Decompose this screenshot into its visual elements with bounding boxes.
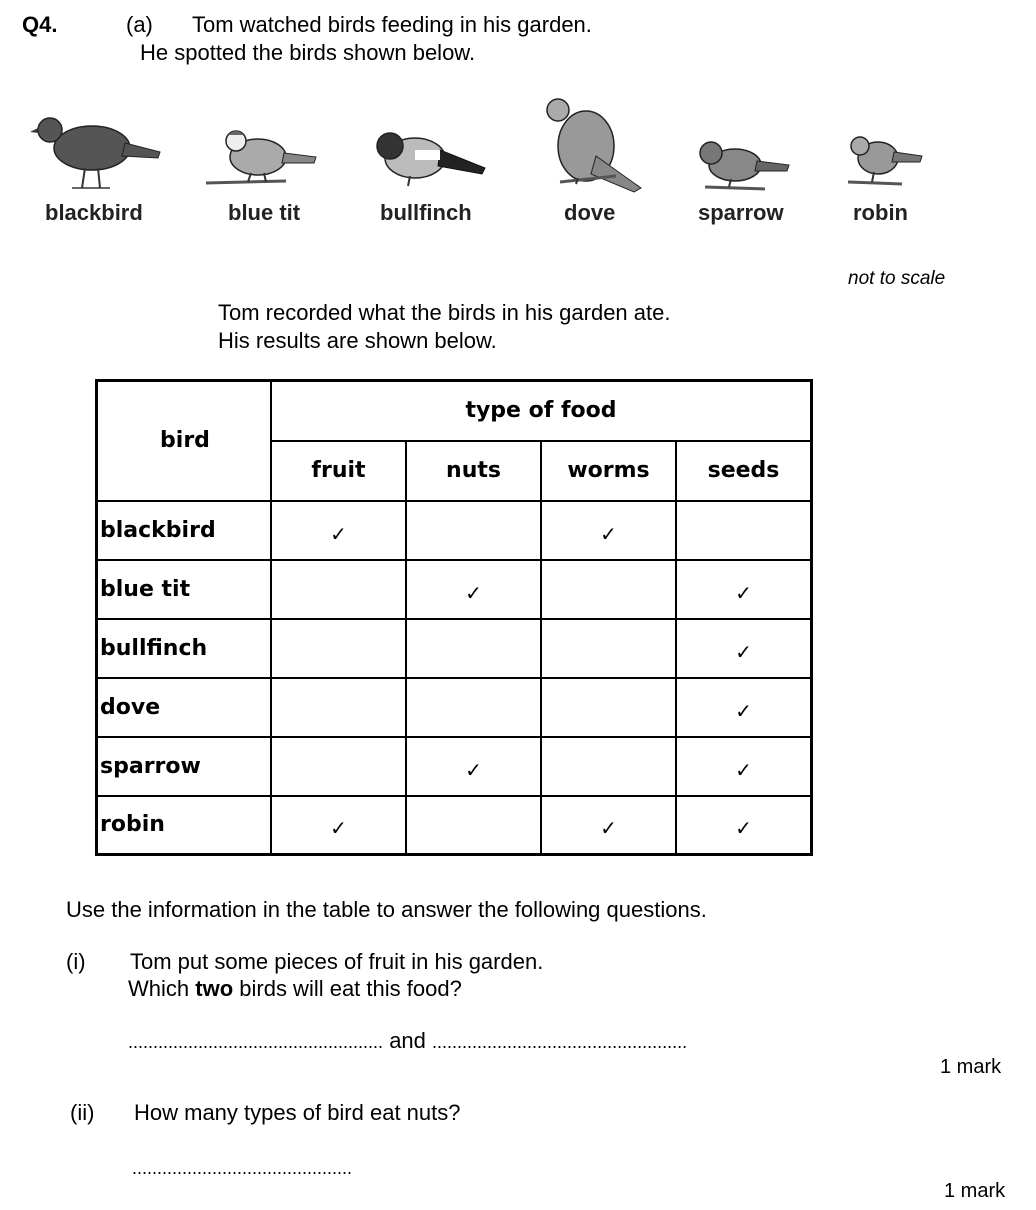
question-i-emphasis: two (195, 976, 234, 1001)
table-body (97, 501, 812, 855)
column-header-seeds: seeds (676, 441, 812, 501)
tick-icon: ✓ (735, 639, 752, 664)
tick-icon: ✓ (735, 757, 752, 782)
bird-cell: blackbird (97, 501, 272, 560)
food-cell-worms (541, 560, 676, 619)
mark-ii: 1 mark (944, 1180, 1006, 1202)
question-i-number: (i) (66, 949, 86, 974)
tick-icon: ✓ (465, 580, 482, 605)
bird-cell: sparrow (97, 737, 272, 796)
food-cell-worms (541, 678, 676, 737)
food-cell-nuts (406, 619, 541, 678)
food-cell-seeds (676, 560, 812, 619)
bird-cell: bullfinch (97, 619, 272, 678)
tick-icon: ✓ (330, 816, 347, 841)
food-cell-nuts (406, 796, 541, 855)
question-number: Q4. (22, 12, 58, 37)
blackbird-illustration (30, 108, 165, 193)
table-row (97, 737, 812, 796)
answer-line-i[interactable] (128, 1028, 687, 1054)
question-i-text-pre: Which (128, 976, 196, 1001)
bird-label-blackbird: blackbird (45, 200, 143, 225)
column-header-worms: worms (541, 441, 676, 501)
intro-line-2: He spotted the birds shown below. (140, 40, 476, 65)
food-cell-fruit (271, 737, 406, 796)
question-ii-number: (ii) (70, 1100, 95, 1125)
tick-icon: ✓ (600, 521, 617, 546)
table-row (97, 796, 812, 855)
dove-illustration (536, 96, 646, 193)
answer-blank-3[interactable]: ............................................ (132, 1158, 353, 1178)
question-i-line-2 (128, 976, 462, 1002)
record-line-1: Tom recorded what the birds in his garden ate. (218, 300, 671, 325)
bird-label-sparrow: sparrow (698, 200, 784, 225)
bird-header: bird (97, 381, 272, 501)
food-cell-seeds (676, 501, 812, 560)
food-cell-nuts (406, 501, 541, 560)
table-row (97, 560, 812, 619)
bird-cell: robin (97, 796, 272, 855)
food-cell-fruit (271, 619, 406, 678)
bird-label-robin: robin (853, 200, 908, 225)
record-line-2: His results are shown below. (218, 328, 497, 353)
bird-label-blue-tit: blue tit (228, 200, 301, 225)
sparrow-illustration (695, 135, 790, 193)
food-header: type of food (271, 381, 812, 441)
table-row (97, 678, 812, 737)
bird-cell: dove (97, 678, 272, 737)
answer-and: and (389, 1028, 426, 1053)
food-cell-nuts (406, 737, 541, 796)
food-cell-worms (541, 796, 676, 855)
tick-icon: ✓ (735, 816, 752, 841)
food-cell-seeds (676, 737, 812, 796)
mark-i: 1 mark (940, 1056, 1002, 1078)
food-cell-seeds (676, 619, 812, 678)
tick-icon: ✓ (600, 816, 617, 841)
tick-icon: ✓ (330, 521, 347, 546)
robin-illustration (842, 130, 924, 190)
table-row (97, 501, 812, 560)
food-cell-fruit (271, 796, 406, 855)
blue-tit-illustration (206, 125, 321, 190)
table-row (97, 619, 812, 678)
food-cell-seeds (676, 796, 812, 855)
instructions: Use the information in the table to answer the following questions. (66, 897, 707, 922)
bird-label-bullfinch: bullfinch (380, 200, 472, 225)
food-cell-nuts (406, 678, 541, 737)
tick-icon: ✓ (465, 757, 482, 782)
food-cell-fruit (271, 501, 406, 560)
column-header-fruit: fruit (271, 441, 406, 501)
food-cell-worms (541, 501, 676, 560)
question-part: (a) (126, 12, 153, 37)
tick-icon: ✓ (735, 580, 752, 605)
intro-line-1: Tom watched birds feeding in his garden. (192, 12, 592, 37)
answer-line-ii[interactable] (132, 1154, 352, 1180)
column-header-nuts: nuts (406, 441, 541, 501)
question-i-line-1: Tom put some pieces of fruit in his garden. (130, 949, 544, 974)
answer-blank-1[interactable]: ................................................... (128, 1032, 384, 1052)
bird-label-dove: dove (564, 200, 616, 225)
answer-blank-2[interactable]: ................................................... (432, 1032, 688, 1052)
scale-note: not to scale (848, 268, 946, 289)
food-table (95, 379, 813, 856)
food-cell-worms (541, 737, 676, 796)
food-cell-fruit (271, 678, 406, 737)
food-cell-seeds (676, 678, 812, 737)
food-cell-fruit (271, 560, 406, 619)
question-ii-text: How many types of bird eat nuts? (134, 1100, 461, 1125)
bullfinch-illustration (370, 128, 488, 188)
question-i-text-post: birds will eat this food? (233, 976, 462, 1001)
food-cell-nuts (406, 560, 541, 619)
bird-cell: blue tit (97, 560, 272, 619)
tick-icon: ✓ (735, 698, 752, 723)
food-cell-worms (541, 619, 676, 678)
